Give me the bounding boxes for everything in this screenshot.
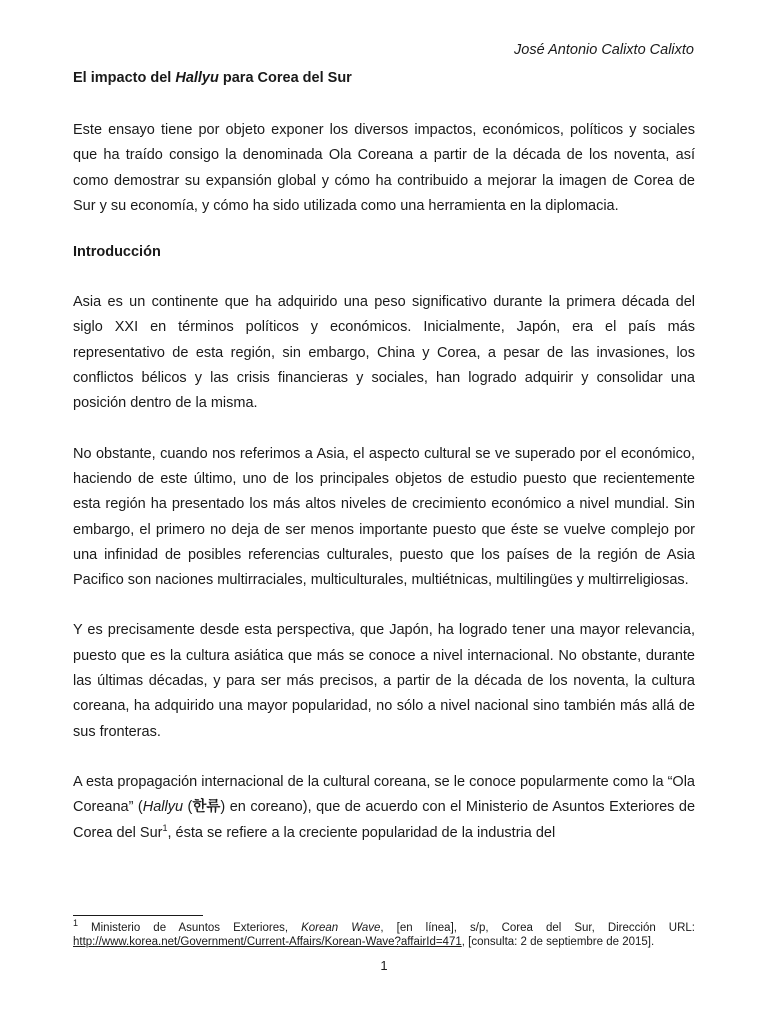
footnote-text-c: , [consulta: 2 de septiembre de 2015]. [461,936,655,948]
abstract-paragraph: Este ensayo tiene por objeto exponer los diversos impactos, económicos, políticos y sociales que ha traído consigo la denominada Ola Coreana a partir de la década de los noventa, así como demostrar su expansión global y cómo ha contribuido a mejorar la imagen de Corea de Sur y su economía, y cómo ha sido utilizada como una herramienta en la diplomacia. [73,122,695,214]
paragraph-cultural: No obstante, cuando nos referimos a Asia, el aspecto cultural se ve superado por el económico, haciendo de este último, uno de los principales objetos de estudio puesto que recientemente esta región ha presentado los más altos niveles de crecimiento económico a nivel mundial. Sin embargo, el primero no deja de ser menos importante puesto que éste se vuelve complejo por una infinidad de posibles referencias culturales, puesto que los países de la región de Asia Pacifico son naciones multirraciales, multiculturales, multiétnicas, multilingües y multirreligiosas. [73,445,695,589]
paragraph-asia: Asia es un continente que ha adquirido una peso significativo durante la primera década del siglo XXI en términos políticos y económicos. Inicialmente, Japón, era el país más representativo de esta región, sin embargo, China y Corea, a pesar de las invasiones, los conflictos bélicos y las crisis financieras y sociales, han logrado adquirir y consolidar una posición dentro de la misma. [73,294,695,412]
title-prefix: El impacto del [73,70,176,86]
footnote-divider [73,915,203,916]
section-heading: Introducción [73,244,161,261]
footnote-marker: 1 [73,918,79,929]
footnote-link[interactable]: http://www.korea.net/Government/Current-Affairs/Korean-Wave?affairId=471 [73,936,462,948]
paragraph-hallyu: A esta propagación internacional de la cultural coreana, se le conoce popularmente como la “Ola Coreana” (Hallyu (한류) en coreano), que de acuerdo con el Ministerio de Asuntos Exteriores de Corea del Sur$^1$, ésta se refiere a la creciente popularidad de la industria del [73,773,696,841]
author-name: José Antonio Calixto Calixto [514,42,694,58]
paragraph-hallyu-part-b: ) en coreano), que de acuerdo con el Ministerio de Asuntos Exteriores de Corea del Sur [73,799,696,841]
footnote-italic: Korean Wave [301,922,381,934]
title-italic: Hallyu [175,70,219,86]
document-body [73,68,695,871]
title-suffix: para Corea del Sur [218,70,352,86]
footnote-reference[interactable]: 1 [162,822,168,833]
footnote-text-a: Ministerio de Asuntos Exteriores, [78,922,302,934]
footnote [73,918,695,949]
paragraph-hallyu-part-a: A esta propagación internacional de la cultural coreana, se le conoce popularmente como la “Ola Coreana” ( [73,773,695,816]
page-number: 1 [380,958,388,973]
paragraph-japan: Y es precisamente desde esta perspectiva, que Japón, ha logrado tener una mayor relevancia, puesto que es la cultura asiática que más se conoce a nivel internacional. No obstante, durante las últimas décadas, y para ser más precisos, a partir de la década de los noventa, la cultura coreana, ha adquirido una mayor popularidad, no sólo a nivel nacional sino también más allá de sus fronteras. [73,622,695,740]
footnote-text-b: , [en línea], s/p, Corea del Sur, Dirección URL: [380,922,695,934]
document-title [73,68,695,88]
hallyu-italic: Hallyu [142,799,184,816]
paragraph-hallyu-part-c: , ésta se refiere a la creciente popularidad de la industria del [167,824,556,841]
hallyu-hangul: 한류 [192,799,221,816]
